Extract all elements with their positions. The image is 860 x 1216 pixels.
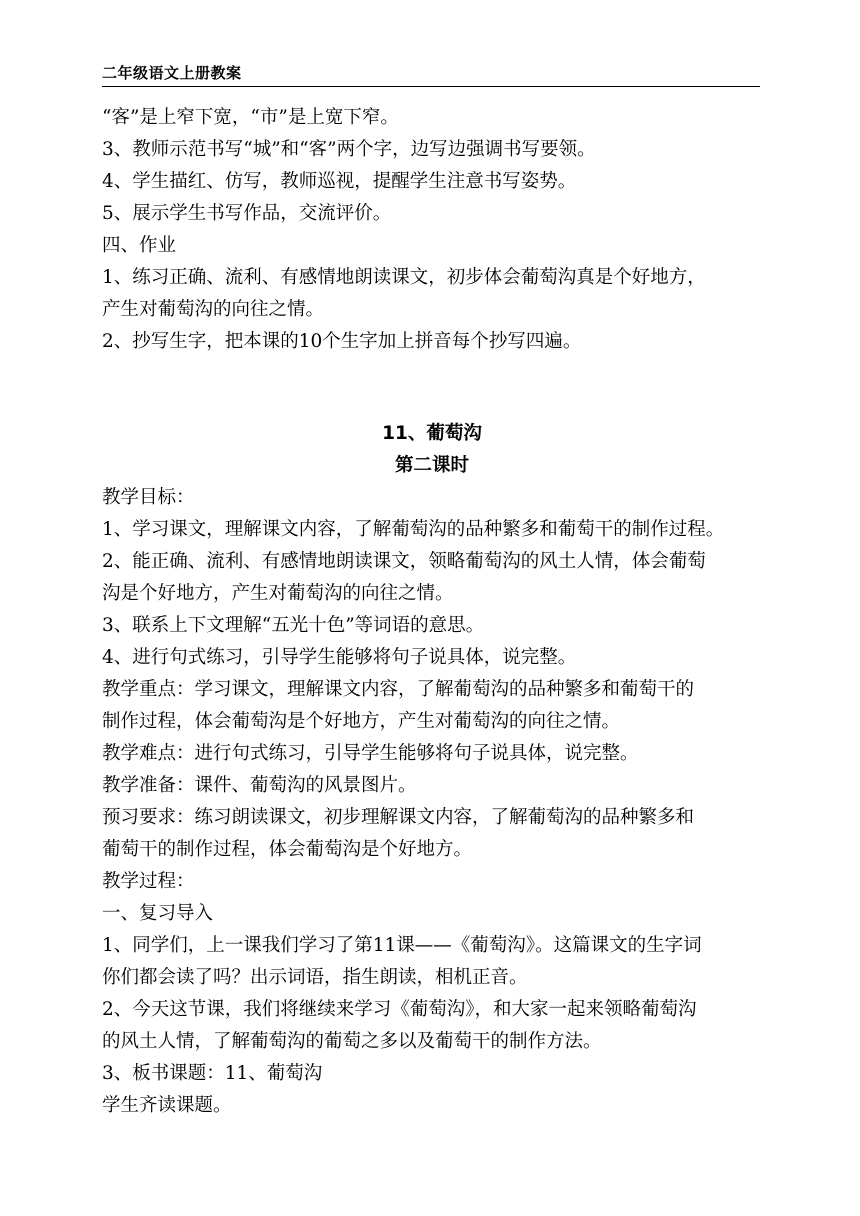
header-title: 二年级语文上册教案 bbox=[102, 64, 242, 82]
text-line: 1、练习正确、流利、有感情地朗读课文，初步体会葡萄沟真是个好地方， bbox=[102, 267, 706, 288]
lesson-title: 11、葡萄沟 bbox=[382, 423, 482, 444]
text-line: 产生对葡萄沟的向往之情。 bbox=[102, 299, 325, 320]
section-heading: 教学目标： bbox=[102, 487, 195, 508]
page-header bbox=[102, 62, 760, 87]
text-line: 3、联系上下文理解“五光十色”等词语的意思。 bbox=[102, 615, 485, 636]
text-line: 葡萄干的制作过程，体会葡萄沟是个好地方。 bbox=[102, 839, 473, 860]
section-heading: 教学过程： bbox=[102, 871, 195, 892]
text-line: 教学难点：进行句式练习，引导学生能够将句子说具体，说完整。 bbox=[102, 743, 639, 764]
lesson-subtitle: 第二课时 bbox=[394, 455, 469, 476]
text-line: 4、进行句式练习，引导学生能够将句子说具体，说完整。 bbox=[102, 647, 577, 668]
text-line: 2、能正确、流利、有感情地朗读课文，领略葡萄沟的风土人情，体会葡萄 bbox=[102, 551, 706, 572]
section-heading: 一、复习导入 bbox=[102, 903, 214, 924]
text-line: 2、抄写生字，把本课的10个生字加上拼音每个抄写四遍。 bbox=[102, 331, 582, 352]
text-line: 沟是个好地方，产生对葡萄沟的向往之情。 bbox=[102, 583, 454, 604]
text-line: 1、同学们，上一课我们学习了第11课——《葡萄沟》。这篇课文的生字词 bbox=[102, 935, 702, 956]
text-line: 预习要求：练习朗读课文，初步理解课文内容，了解葡萄沟的品种繁多和 bbox=[102, 807, 695, 828]
text-line: 制作过程，体会葡萄沟是个好地方，产生对葡萄沟的向往之情。 bbox=[102, 711, 621, 732]
text-line: 学生齐读课题。 bbox=[102, 1095, 232, 1116]
text-line: 教学重点：学习课文，理解课文内容，了解葡萄沟的品种繁多和葡萄干的 bbox=[102, 679, 695, 700]
text-line: 1、学习课文，理解课文内容，了解葡萄沟的品种繁多和葡萄干的制作过程。 bbox=[102, 519, 725, 540]
section-lesson-plan bbox=[102, 482, 762, 1122]
text-line: 3、板书课题：11、葡萄沟 bbox=[102, 1063, 323, 1084]
text-line: 的风土人情，了解葡萄沟的葡萄之多以及葡萄干的制作方法。 bbox=[102, 1031, 602, 1052]
text-line: 5、展示学生书写作品，交流评价。 bbox=[102, 203, 392, 224]
text-line: 3、教师示范书写“城”和“客”两个字，边写边强调书写要领。 bbox=[102, 139, 596, 160]
text-line: 教学准备：课件、葡萄沟的风景图片。 bbox=[102, 775, 417, 796]
section-heading: 四、作业 bbox=[102, 235, 177, 256]
lesson-title-block bbox=[102, 418, 762, 482]
text-line: “客”是上窄下宽，“市”是上宽下窄。 bbox=[102, 107, 399, 128]
text-line: 2、今天这节课，我们将继续来学习《葡萄沟》，和大家一起来领略葡萄沟 bbox=[102, 999, 697, 1020]
section-homework bbox=[102, 102, 762, 358]
text-line: 你们都会读了吗？出示词语，指生朗读，相机正音。 bbox=[102, 967, 528, 988]
text-line: 4、学生描红、仿写，教师巡视，提醒学生注意书写姿势。 bbox=[102, 171, 577, 192]
